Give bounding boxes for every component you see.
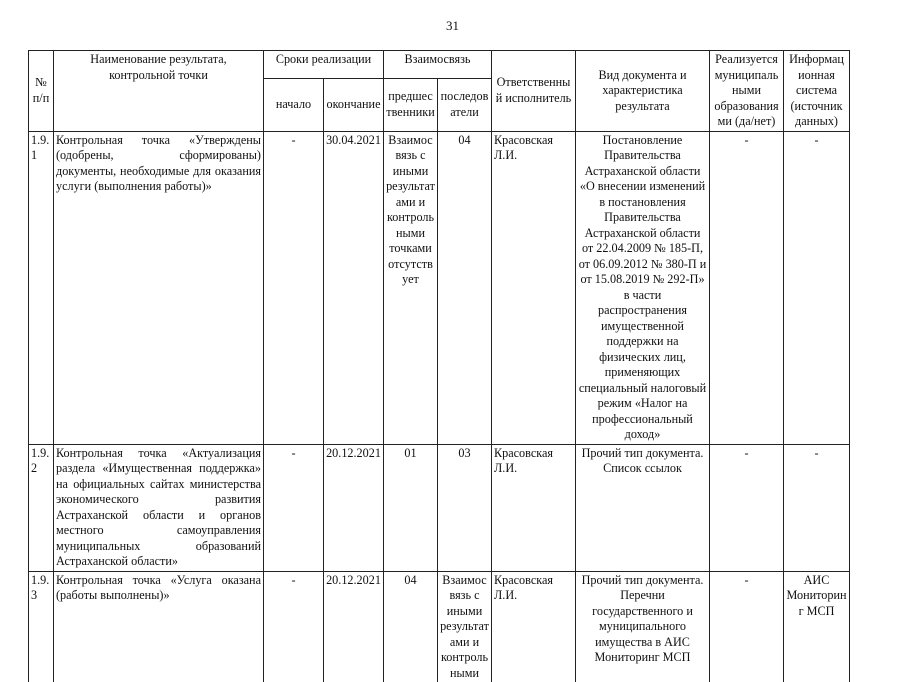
- row-info-system: -: [784, 131, 850, 444]
- row-start: -: [264, 131, 324, 444]
- header-row-1: [29, 51, 850, 79]
- row-responsible: Красовская Л.И.: [492, 571, 576, 682]
- table-row: [29, 131, 850, 444]
- row-end: 20.12.2021: [324, 571, 384, 682]
- row-num: 1.9.2: [29, 444, 54, 571]
- row-municipal: -: [710, 444, 784, 571]
- header-municipal: Реализуется муниципальными образованиями (да/нет): [710, 51, 784, 132]
- row-name: Контрольная точка «Актуализация раздела «Имущественная поддержка» на официальных сайтах министерства экономического развития Астраханской области и органов местного самоуправления муниципальных образований Астраханской области»: [54, 444, 264, 571]
- header-end: окончание: [324, 79, 384, 131]
- row-municipal: -: [710, 131, 784, 444]
- row-info-system: АИС Мониторинг МСП: [784, 571, 850, 682]
- row-successors: 04: [438, 131, 492, 444]
- control-points-table-container: [28, 50, 849, 680]
- row-successors: Взаимосвязь с иными результатами и контрольными: [438, 571, 492, 682]
- row-municipal: -: [710, 571, 784, 682]
- header-num: № п/п: [29, 51, 54, 132]
- header-predecessors: предшественники: [384, 79, 438, 131]
- page-number: 31: [446, 18, 459, 33]
- row-doc-type: Прочий тип документа. Перечни государственного и муниципального имущества в АИС Мониторинг МСП: [576, 571, 710, 682]
- row-predecessors: 01: [384, 444, 438, 571]
- row-num: 1.9.3: [29, 571, 54, 682]
- row-predecessors: 04: [384, 571, 438, 682]
- row-doc-type: Постановление Правительства Астраханской области «О внесении изменений в постановления Правительства Астраханской области от 22.04.2009 № 185-П, от 06.09.2012 № 380-П и от 15.08.2019 № 292-П» в части распространения имущественной поддержки на физических лиц, применяющих специальный налоговый режим «Налог на профессиональный доход»: [576, 131, 710, 444]
- header-deadlines: Сроки реализации: [264, 51, 384, 79]
- row-name: Контрольная точка «Утверждены (одобрены, сформированы) документы, необходимые для оказания услуги (выполнения работы)»: [54, 131, 264, 444]
- row-responsible: Красовская Л.И.: [492, 131, 576, 444]
- row-responsible: Красовская Л.И.: [492, 444, 576, 571]
- header-responsible: Ответственный исполнитель: [492, 51, 576, 132]
- row-start: -: [264, 444, 324, 571]
- header-successors: последователи: [438, 79, 492, 131]
- header-doc-type: Вид документа и характеристика результата: [576, 51, 710, 132]
- row-start: -: [264, 571, 324, 682]
- header-info-system: Информационная система (источник данных): [784, 51, 850, 132]
- row-num: 1.9.1: [29, 131, 54, 444]
- table-row: [29, 444, 850, 571]
- control-points-table: [28, 50, 850, 682]
- header-relation: Взаимосвязь: [384, 51, 492, 79]
- header-start: начало: [264, 79, 324, 131]
- header-name: Наименование результата, контрольной точки: [54, 51, 264, 132]
- row-info-system: -: [784, 444, 850, 571]
- row-predecessors: Взаимосвязь с иными результатами и контрольными точками отсутствует: [384, 131, 438, 444]
- row-end: 30.04.2021: [324, 131, 384, 444]
- row-doc-type: Прочий тип документа. Список ссылок: [576, 444, 710, 571]
- table-row: [29, 571, 850, 682]
- row-name: Контрольная точка «Услуга оказана (работы выполнены)»: [54, 571, 264, 682]
- row-end: 20.12.2021: [324, 444, 384, 571]
- row-successors: 03: [438, 444, 492, 571]
